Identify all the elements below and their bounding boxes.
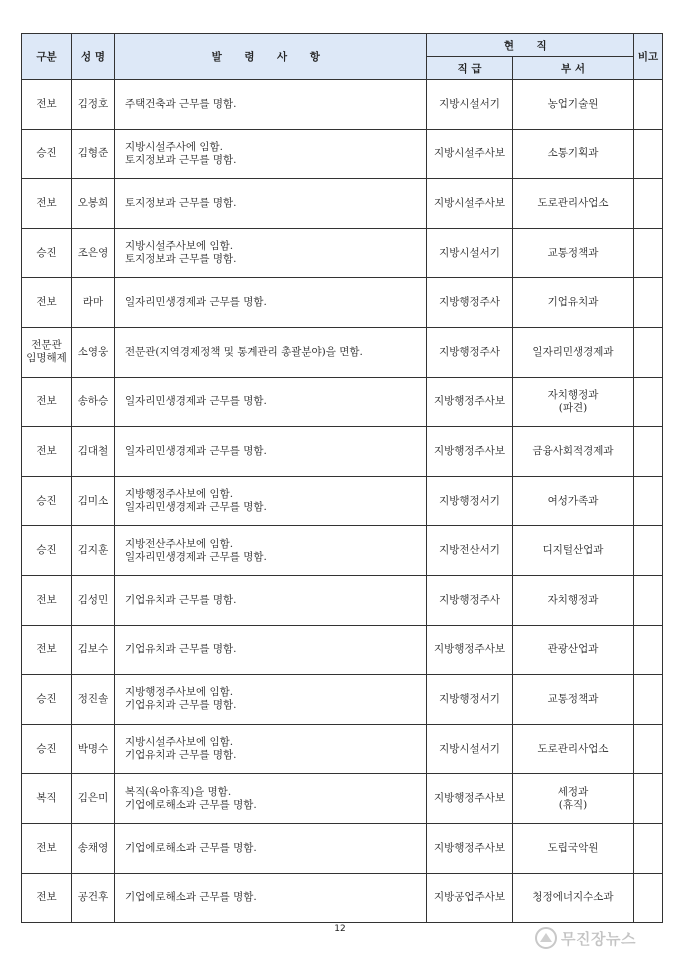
- department-cell: [513, 625, 634, 675]
- name-cell: 송채영: [72, 823, 115, 873]
- header-remarks: 비고: [634, 34, 663, 80]
- remarks-cell: [634, 228, 663, 278]
- table-row: [22, 526, 663, 576]
- department-cell-line: (휴직): [558, 798, 588, 811]
- department-cell: [513, 823, 634, 873]
- department-cell: [513, 774, 634, 824]
- remarks-cell: [634, 476, 663, 526]
- remarks-cell: [634, 377, 663, 427]
- details-cell-line: 토지정보과 근무를 명함.: [125, 153, 237, 166]
- department-cell: [513, 179, 634, 229]
- grade-cell: 지방시설서기: [427, 228, 513, 278]
- details-cell-line: 토지정보과 근무를 명함.: [125, 253, 237, 266]
- details-cell-line: 지방시설주사에 임함.: [125, 140, 223, 153]
- header-name: 성 명: [72, 34, 115, 80]
- category-cell: [22, 179, 72, 229]
- category-cell: [22, 575, 72, 625]
- category-cell-line: 전보: [36, 395, 57, 408]
- category-cell-line: 승진: [36, 147, 57, 160]
- remarks-cell: [634, 427, 663, 477]
- grade-cell: 지방행정주사보: [427, 625, 513, 675]
- category-cell: [22, 476, 72, 526]
- remarks-cell: [634, 625, 663, 675]
- table-row: [22, 823, 663, 873]
- category-cell-line: 임명해제: [26, 352, 67, 365]
- table-row: [22, 625, 663, 675]
- department-cell: [513, 129, 634, 179]
- grade-cell: 지방시설주사보: [427, 129, 513, 179]
- department-cell-line: 디지털산업과: [542, 544, 604, 557]
- department-cell-line: 기업유치과: [547, 296, 599, 309]
- header-details: 발 령 사 항: [115, 34, 427, 80]
- category-cell-line: 승진: [36, 246, 57, 259]
- name-cell: 김형준: [72, 129, 115, 179]
- details-cell: [115, 179, 427, 229]
- table-row: [22, 327, 663, 377]
- department-cell-line: 도로관리사업소: [537, 196, 609, 209]
- details-cell: [115, 675, 427, 725]
- grade-cell: 지방시설주사보: [427, 179, 513, 229]
- category-cell: [22, 823, 72, 873]
- category-cell-line: 전보: [36, 841, 57, 854]
- remarks-cell: [634, 278, 663, 328]
- details-cell-line: 지방시설주사보에 임함.: [125, 736, 234, 749]
- department-cell-line: 관광산업과: [547, 643, 599, 656]
- category-cell: [22, 228, 72, 278]
- details-cell-line: 지방행정주사보에 임함.: [125, 686, 234, 699]
- table-row: [22, 675, 663, 725]
- category-cell: [22, 278, 72, 328]
- table-row: [22, 80, 663, 130]
- name-cell: 김은미: [72, 774, 115, 824]
- name-cell: 김지훈: [72, 526, 115, 576]
- department-cell-line: 도로관리사업소: [537, 742, 609, 755]
- remarks-cell: [634, 675, 663, 725]
- details-cell-line: 기업유치과 근무를 명함.: [125, 593, 237, 606]
- details-cell-line: 일자리민생경제과 근무를 명함.: [125, 296, 267, 309]
- grade-cell: 지방시설서기: [427, 80, 513, 130]
- department-cell: [513, 377, 634, 427]
- category-cell: [22, 129, 72, 179]
- details-cell: [115, 228, 427, 278]
- details-cell: [115, 476, 427, 526]
- category-cell-line: 복직: [36, 792, 57, 805]
- department-cell: [513, 873, 634, 923]
- watermark: [535, 926, 675, 950]
- grade-cell: 지방행정주사보: [427, 823, 513, 873]
- header-category: 구분: [22, 34, 72, 80]
- remarks-cell: [634, 873, 663, 923]
- category-cell-line: 전보: [36, 643, 57, 656]
- details-cell: [115, 823, 427, 873]
- grade-cell: 지방행정서기: [427, 476, 513, 526]
- details-cell-line: 주택건축과 근무를 명함.: [125, 97, 237, 110]
- department-cell-line: (파견): [558, 401, 588, 414]
- department-cell: [513, 724, 634, 774]
- department-cell-line: 금융사회적경제과: [532, 444, 614, 457]
- header-department: 부 서: [513, 57, 634, 80]
- table-row: [22, 278, 663, 328]
- remarks-cell: [634, 179, 663, 229]
- department-cell: [513, 80, 634, 130]
- details-cell-line: 기업에로해소과 근무를 명함.: [125, 798, 257, 811]
- header-grade: 직 급: [427, 57, 513, 80]
- remarks-cell: [634, 129, 663, 179]
- department-cell-line: 자치행정과: [547, 388, 599, 401]
- details-cell: [115, 427, 427, 477]
- category-cell-line: 전보: [36, 444, 57, 457]
- details-cell: [115, 377, 427, 427]
- category-cell: [22, 377, 72, 427]
- category-cell: [22, 80, 72, 130]
- table-row: [22, 377, 663, 427]
- details-cell-line: 복직(육아휴직)을 명함.: [125, 785, 232, 798]
- department-cell: [513, 476, 634, 526]
- category-cell: [22, 724, 72, 774]
- grade-cell: 지방행정주사보: [427, 774, 513, 824]
- details-cell: [115, 873, 427, 923]
- grade-cell: 지방전산서기: [427, 526, 513, 576]
- category-cell-line: 전보: [36, 196, 57, 209]
- details-cell-line: 기업에로해소과 근무를 명함.: [125, 891, 257, 904]
- department-cell: [513, 675, 634, 725]
- name-cell: 김대철: [72, 427, 115, 477]
- table-row: [22, 575, 663, 625]
- category-cell-line: 전문관: [31, 339, 62, 352]
- remarks-cell: [634, 724, 663, 774]
- details-cell: [115, 129, 427, 179]
- remarks-cell: [634, 774, 663, 824]
- name-cell: 김정호: [72, 80, 115, 130]
- department-cell: [513, 427, 634, 477]
- department-cell-line: 여성가족과: [547, 494, 599, 507]
- category-cell: [22, 675, 72, 725]
- category-cell: [22, 526, 72, 576]
- category-cell-line: 승진: [36, 692, 57, 705]
- name-cell: 김보수: [72, 625, 115, 675]
- details-cell: [115, 526, 427, 576]
- details-cell: [115, 625, 427, 675]
- department-cell: [513, 575, 634, 625]
- watermark-text: 무진장뉴스: [561, 929, 636, 948]
- category-cell-line: 전보: [36, 97, 57, 110]
- details-cell: [115, 80, 427, 130]
- table-row: [22, 724, 663, 774]
- grade-cell: 지방행정주사: [427, 278, 513, 328]
- grade-cell: 지방시설서기: [427, 724, 513, 774]
- grade-cell: 지방행정주사보: [427, 377, 513, 427]
- remarks-cell: [634, 575, 663, 625]
- table-row: [22, 774, 663, 824]
- details-cell: [115, 327, 427, 377]
- details-cell-line: 지방행정주사보에 임함.: [125, 488, 234, 501]
- remarks-cell: [634, 823, 663, 873]
- details-cell-line: 일자리민생경제과 근무를 명함.: [125, 501, 267, 514]
- table-row: [22, 427, 663, 477]
- name-cell: 조은영: [72, 228, 115, 278]
- page-number: 12: [334, 924, 346, 934]
- department-cell-line: 교통정책과: [547, 246, 599, 259]
- leaf-logo-icon: [535, 927, 557, 949]
- department-cell-line: 농업기술원: [547, 97, 599, 110]
- grade-cell: 지방행정서기: [427, 675, 513, 725]
- remarks-cell: [634, 327, 663, 377]
- department-cell-line: 소통기획과: [547, 147, 599, 160]
- department-cell-line: 도립국악원: [547, 841, 599, 854]
- category-cell-line: 전보: [36, 891, 57, 904]
- details-cell-line: 일자리민생경제과 근무를 명함.: [125, 444, 267, 457]
- department-cell-line: 교통정책과: [547, 692, 599, 705]
- header-current-position: 현 직: [427, 34, 634, 57]
- personnel-table: [21, 33, 663, 923]
- department-cell: [513, 278, 634, 328]
- grade-cell: 지방행정주사보: [427, 427, 513, 477]
- table-row: [22, 228, 663, 278]
- category-cell: [22, 427, 72, 477]
- category-cell-line: 승진: [36, 544, 57, 557]
- details-cell-line: 토지정보과 근무를 명함.: [125, 196, 237, 209]
- remarks-cell: [634, 80, 663, 130]
- name-cell: 라마: [72, 278, 115, 328]
- details-cell-line: 기업유치과 근무를 명함.: [125, 699, 237, 712]
- name-cell: 정진솔: [72, 675, 115, 725]
- category-cell-line: 전보: [36, 593, 57, 606]
- table-row: [22, 873, 663, 923]
- category-cell-line: 승진: [36, 494, 57, 507]
- name-cell: 공건후: [72, 873, 115, 923]
- name-cell: 송하승: [72, 377, 115, 427]
- details-cell: [115, 575, 427, 625]
- category-cell: [22, 873, 72, 923]
- details-cell-line: 기업에로해소과 근무를 명함.: [125, 841, 257, 854]
- details-cell-line: 기업유치과 근무를 명함.: [125, 643, 237, 656]
- table-row: [22, 129, 663, 179]
- department-cell-line: 청정에너지수소과: [532, 891, 614, 904]
- details-cell: [115, 278, 427, 328]
- details-cell-line: 전문관(지역경제정책 및 통계관리 총괄분야)을 면함.: [125, 345, 363, 358]
- table-row: [22, 476, 663, 526]
- name-cell: 소영웅: [72, 327, 115, 377]
- details-cell-line: 지방시설주사보에 임함.: [125, 240, 234, 253]
- department-cell: [513, 327, 634, 377]
- table-row: [22, 179, 663, 229]
- category-cell: [22, 327, 72, 377]
- category-cell: [22, 774, 72, 824]
- grade-cell: 지방행정주사: [427, 327, 513, 377]
- category-cell: [22, 625, 72, 675]
- name-cell: 김성민: [72, 575, 115, 625]
- grade-cell: 지방공업주사보: [427, 873, 513, 923]
- department-cell-line: 자치행정과: [547, 593, 599, 606]
- category-cell-line: 승진: [36, 742, 57, 755]
- name-cell: 오봉희: [72, 179, 115, 229]
- department-cell: [513, 526, 634, 576]
- details-cell: [115, 774, 427, 824]
- remarks-cell: [634, 526, 663, 576]
- details-cell-line: 지방전산주사보에 임함.: [125, 537, 234, 550]
- department-cell: [513, 228, 634, 278]
- details-cell-line: 일자리민생경제과 근무를 명함.: [125, 550, 267, 563]
- details-cell: [115, 724, 427, 774]
- department-cell-line: 세정과: [557, 785, 589, 798]
- category-cell-line: 전보: [36, 296, 57, 309]
- department-cell-line: 일자리민생경제과: [532, 345, 614, 358]
- table-body: [22, 80, 663, 923]
- details-cell-line: 기업유치과 근무를 명함.: [125, 749, 237, 762]
- name-cell: 박명수: [72, 724, 115, 774]
- name-cell: 김미소: [72, 476, 115, 526]
- details-cell-line: 일자리민생경제과 근무를 명함.: [125, 395, 267, 408]
- grade-cell: 지방행정주사: [427, 575, 513, 625]
